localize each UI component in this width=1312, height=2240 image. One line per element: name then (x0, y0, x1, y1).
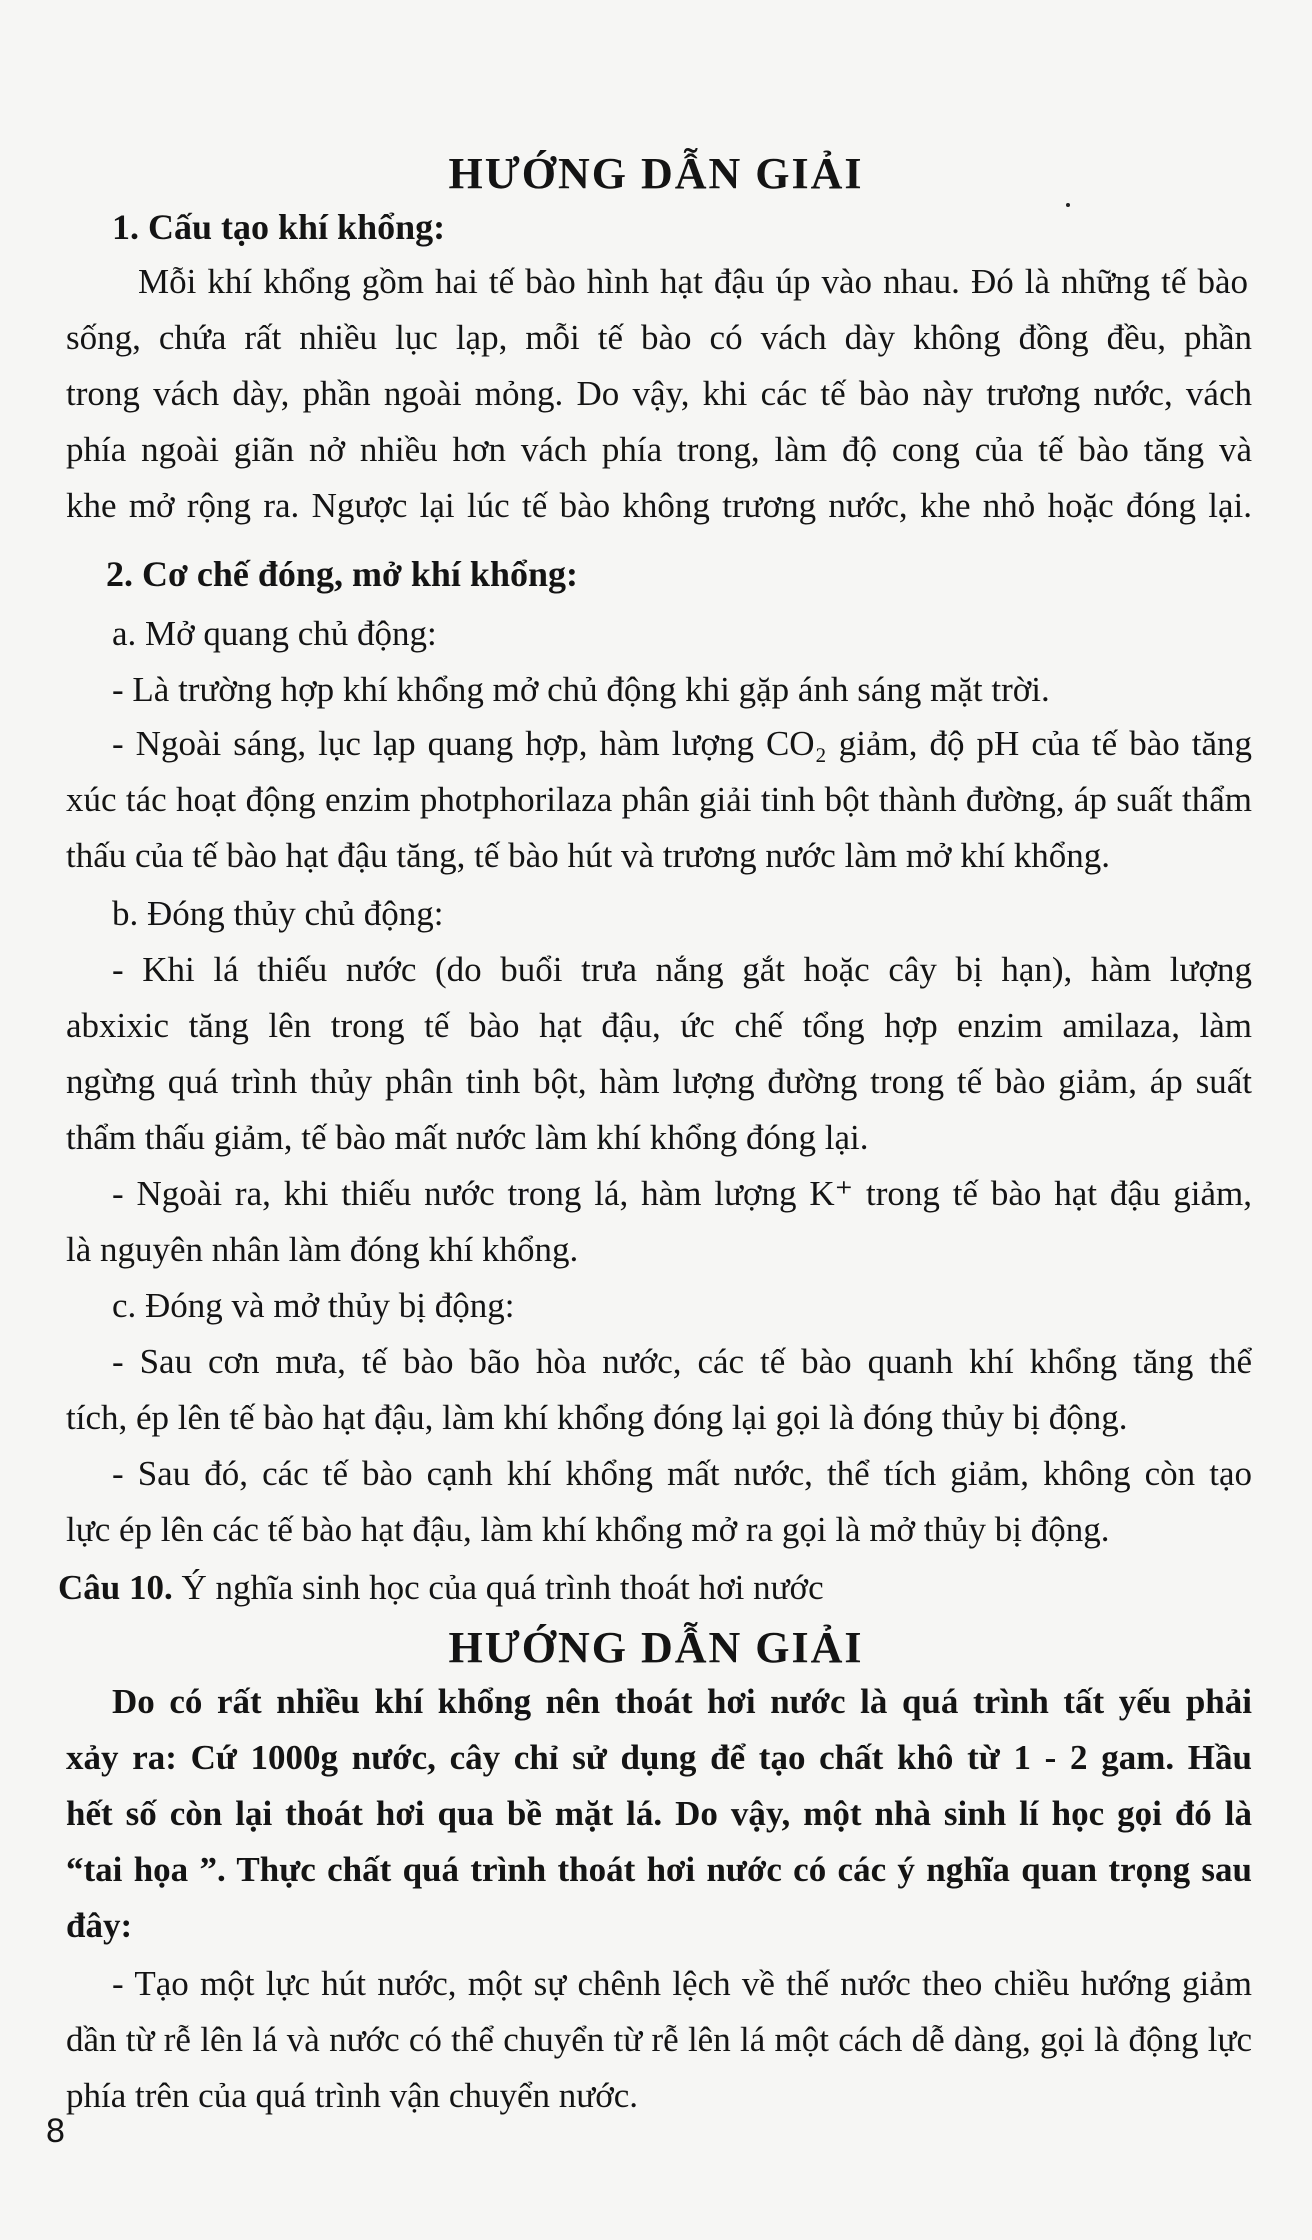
paragraph-line: - Tạo một lực hút nước, một sự chênh lệch về thế nước theo chiều hướng giảm (112, 1964, 1252, 2003)
paragraph-line: là nguyên nhân làm đóng khí khổng. (66, 1230, 579, 1269)
paragraph-line: - Sau cơn mưa, tế bào bão hòa nước, các tế bào quanh khí khổng tăng thể (112, 1342, 1252, 1381)
subsection-c: c. Đóng và mở thủy bị động: (112, 1286, 515, 1325)
page-number: 8 (46, 2112, 65, 2150)
paragraph-line: Do có rất nhiều khí khổng nên thoát hơi nước là quá trình tất yếu phải (112, 1682, 1252, 1721)
paragraph-line: đây: (66, 1906, 133, 1945)
paragraph-line: hết số còn lại thoát hơi qua bề mặt lá. Do vậy, một nhà sinh lí học gọi đó là (66, 1794, 1252, 1833)
heading-solution-2: HƯỚNG DẪN GIẢI (448, 1623, 864, 1672)
heading-solution-1: HƯỚNG DẪN GIẢI (448, 149, 864, 198)
paragraph-line: - Khi lá thiếu nước (do buổi trưa nắng gắt hoặc cây bị hạn), hàm lượng (112, 950, 1252, 989)
speck (1066, 203, 1070, 207)
paragraph-line: ngừng quá trình thủy phân tinh bột, hàm lượng đường trong tế bào giảm, áp suất (66, 1062, 1252, 1101)
paragraph-line: - Ngoài ra, khi thiếu nước trong lá, hàm lượng K⁺ trong tế bào hạt đậu giảm, (112, 1174, 1252, 1213)
paragraph-line: dần từ rễ lên lá và nước có thể chuyển từ rễ lên lá một cách dễ dàng, gọi là động lực (66, 2020, 1252, 2059)
question-10-text: Ý nghĩa sinh học của quá trình thoát hơi nước (172, 1568, 824, 1607)
paragraph-line: - Ngoài sáng, lục lạp quang hợp, hàm lượng CO₂ giảm, độ pH của tế bào tăng (112, 724, 1252, 763)
paragraph-line: Mỗi khí khổng gồm hai tế bào hình hạt đậu úp vào nhau. Đó là những tế bào (138, 262, 1248, 301)
paragraph-line: trong vách dày, phần ngoài mỏng. Do vậy, khi các tế bào này trương nước, vách (66, 374, 1252, 413)
paragraph-line: tích, ép lên tế bào hạt đậu, làm khí khổng đóng lại gọi là đóng thủy bị động. (66, 1398, 1128, 1437)
paragraph-line: sống, chứa rất nhiều lục lạp, mỗi tế bào có vách dày không đồng đều, phần (66, 318, 1252, 357)
paragraph-line: khe mở rộng ra. Ngược lại lúc tế bào không trương nước, khe nhỏ hoặc đóng lại. (66, 486, 1252, 525)
paragraph-line: xảy ra: Cứ 1000g nước, cây chỉ sử dụng để tạo chất khô từ 1 - 2 gam. Hầu (66, 1738, 1252, 1777)
paragraph-line: thấu của tế bào hạt đậu tăng, tế bào hút và trương nước làm mở khí khổng. (66, 836, 1111, 875)
subsection-b: b. Đóng thủy chủ động: (112, 894, 444, 933)
subsection-a: a. Mở quang chủ động: (112, 614, 437, 653)
paragraph-line: thẩm thấu giảm, tế bào mất nước làm khí khổng đóng lại. (66, 1118, 869, 1157)
section-2-title: 2. Cơ chế đóng, mở khí khổng: (106, 554, 578, 594)
paragraph-line: xúc tác hoạt động enzim photphorilaza phân giải tinh bột thành đường, áp suất thẩm (66, 780, 1252, 819)
paragraph-line: “tai họa ”. Thực chất quá trình thoát hơi nước có các ý nghĩa quan trọng sau (66, 1850, 1252, 1889)
paragraph-line: - Là trường hợp khí khổng mở chủ động khi gặp ánh sáng mặt trời. (112, 670, 1050, 709)
question-10-title (58, 1566, 824, 1610)
paragraph-line: phía trên của quá trình vận chuyển nước. (66, 2076, 638, 2115)
paragraph-line: phía ngoài giãn nở nhiều hơn vách phía trong, làm độ cong của tế bào tăng và (66, 430, 1252, 469)
paragraph-line: - Sau đó, các tế bào cạnh khí khổng mất nước, thể tích giảm, không còn tạo (112, 1454, 1252, 1493)
paragraph-line: abxixic tăng lên trong tế bào hạt đậu, ức chế tổng hợp enzim amilaza, làm (66, 1006, 1252, 1045)
section-1-title: 1. Cấu tạo khí khổng: (112, 207, 446, 247)
question-10-label: Câu 10. (58, 1568, 173, 1607)
paragraph-line: lực ép lên các tế bào hạt đậu, làm khí khổng mở ra gọi là mở thủy bị động. (66, 1510, 1110, 1549)
